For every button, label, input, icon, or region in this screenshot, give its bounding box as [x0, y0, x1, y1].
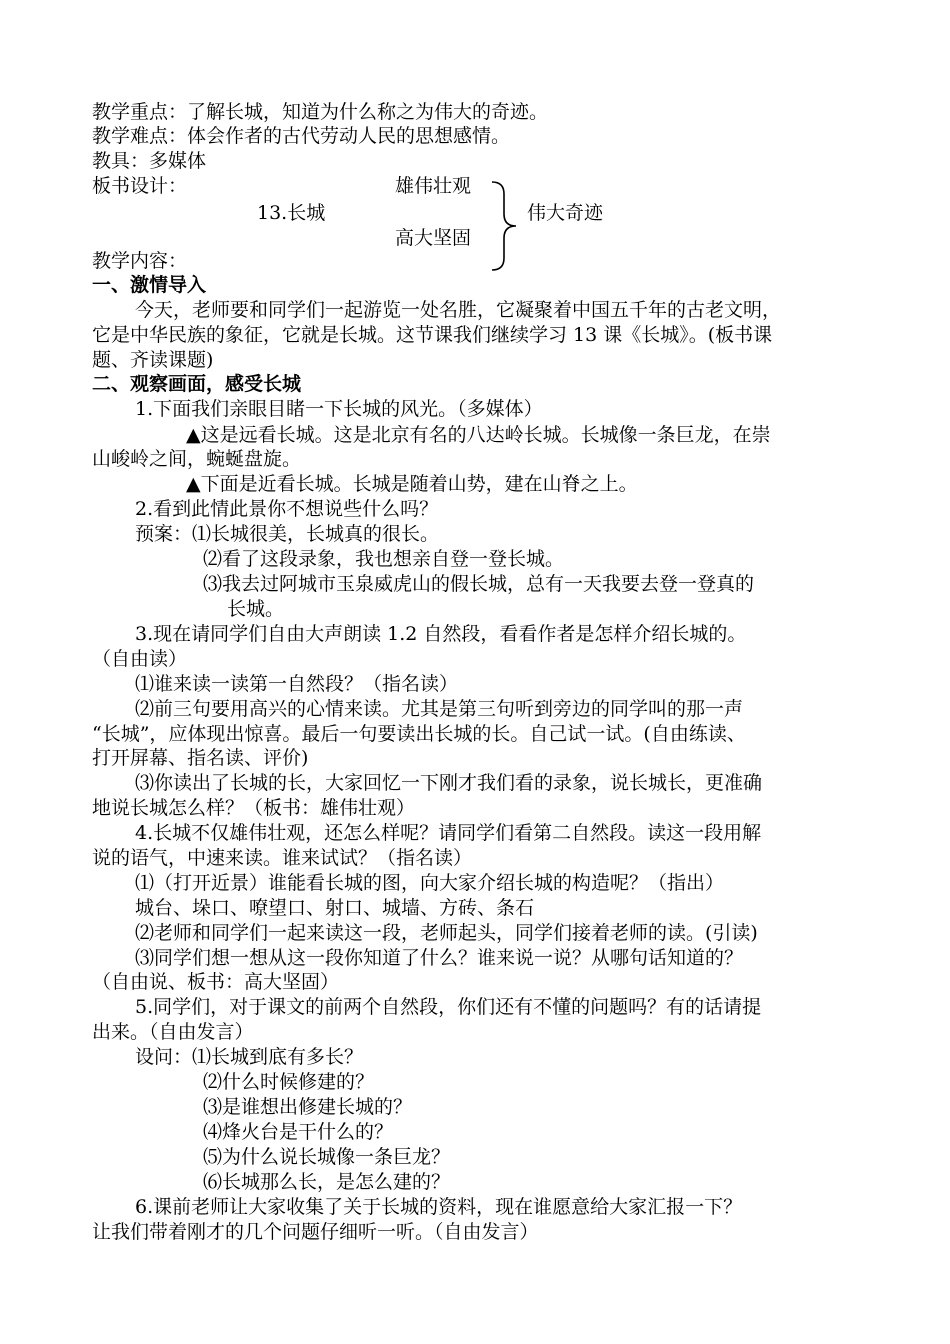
- board-result: 伟大奇迹: [527, 202, 604, 224]
- key-points-line: 教学重点：了解长城，知道为什么称之为伟大的奇迹。: [92, 101, 549, 123]
- paragraph-line: ⑶我去过阿城市玉泉威虎山的假长城，总有一天我要去登一登真的: [203, 573, 755, 595]
- paragraph-line: 让我们带着刚才的几个问题仔细听一听。（自由发言）: [92, 1221, 539, 1243]
- content-label: 教学内容：: [92, 250, 188, 272]
- board-item-2: 高大坚固: [395, 227, 472, 249]
- paragraph-line: ⑵前三句要用高兴的心情来读。尤其是第三句听到旁边的同学叫的那一声: [135, 698, 744, 720]
- paragraph-line: 预案：⑴长城很美，长城真的很长。: [135, 523, 440, 545]
- paragraph-line: 1.下面我们亲眼目睹一下长城的风光。（多媒体）: [135, 398, 543, 420]
- paragraph-line: 3.现在请同学们自由大声朗读 1.2 自然段，看看作者是怎样介绍长城的。: [135, 623, 747, 645]
- paragraph-line: 设问：⑴长城到底有多长？: [135, 1046, 364, 1068]
- paragraph-line: 说的语气，中速来读。谁来试试？（指名读）: [92, 847, 473, 869]
- board-design-label: 板书设计：: [92, 175, 188, 197]
- paragraph-line: ⑵看了这段录象，我也想亲自登一登长城。: [203, 548, 565, 570]
- board-item-1: 雄伟壮观: [395, 175, 472, 197]
- paragraph-line: （自由说、板书：高大坚固）: [92, 971, 340, 993]
- paragraph-line: 6.课前老师让大家收集了关于长城的资料，现在谁愿意给大家汇报一下？: [135, 1196, 743, 1218]
- paragraph-line: ⑵老师和同学们一起来读这一段，老师起头，同学们接着老师的读。(引读): [135, 922, 758, 944]
- section-2-title: 二、观察画面，感受长城: [92, 373, 302, 395]
- paragraph-line: 2.看到此情此景你不想说些什么吗？: [135, 498, 439, 520]
- paragraph-line: ⑸为什么说长城像一条巨龙？: [203, 1146, 451, 1168]
- paragraph-line: 它是中华民族的象征，它就是长城。这节课我们继续学习 13 课《长城》。(板书课: [92, 324, 773, 346]
- difficulties-line: 教学难点：体会作者的古代劳动人民的思想感情。: [92, 125, 511, 147]
- section-1-title: 一、激情导入: [92, 274, 207, 296]
- paragraph-line: 4.长城不仅雄伟壮观，还怎么样呢？请同学们看第二自然段。读这一段用解: [135, 822, 762, 844]
- paragraph-line: ⑵什么时候修建的？: [203, 1071, 375, 1093]
- paragraph-line: （自由读）: [92, 648, 188, 670]
- paragraph-line: 长城。: [227, 598, 285, 620]
- paragraph-line: 5.同学们，对于课文的前两个自然段，你们还有不懂的问题吗？有的话请提: [135, 996, 762, 1018]
- paragraph-line: ▲这是远看长城。这是北京有名的八达岭长城。长城像一条巨龙，在崇: [186, 424, 771, 446]
- paragraph-line: ▲下面是近看长城。长城是随着山势，建在山脊之上。: [186, 473, 638, 495]
- paragraph-line: 今天，老师要和同学们一起游览一处名胜，它凝聚着中国五千年的古老文明，: [135, 299, 782, 321]
- paragraph-line: ⑶你读出了长城的长，大家回忆一下刚才我们看的录象，说长城长，更准确: [135, 772, 763, 794]
- tools-line: 教具：多媒体: [92, 150, 207, 172]
- paragraph-line: 打开屏幕、指名读、评价): [92, 747, 309, 769]
- paragraph-line: 题、齐读课题): [92, 349, 214, 371]
- paragraph-line: ⑷烽火台是干什么的？: [203, 1121, 394, 1143]
- paragraph-line: ⑶是谁想出修建长城的？: [203, 1096, 413, 1118]
- paragraph-line: ⑴（打开近景）谁能看长城的图，向大家介绍长城的构造呢？（指出）: [135, 872, 725, 894]
- paragraph-line: ⑴谁来读一读第一自然段？（指名读）: [135, 673, 459, 695]
- paragraph-line: 山峻岭之间，蜿蜒盘旋。: [92, 448, 302, 470]
- paragraph-line: 地说长城怎么样？（板书：雄伟壮观）: [92, 797, 416, 819]
- board-lesson-title: 13.长城: [257, 202, 326, 224]
- paragraph-line: “长城”，应体现出惊喜。最后一句要读出长城的长。自己试一试。(自由练读、: [92, 723, 746, 745]
- paragraph-line: 出来。（自由发言）: [92, 1021, 254, 1043]
- paragraph-line: ⑹长城那么长，是怎么建的？: [203, 1171, 451, 1193]
- paragraph-line: 城台、垛口、嘹望口、射口、城墙、方砖、条石: [135, 897, 535, 919]
- paragraph-line: ⑶同学们想一想从这一段你知道了什么？谁来说一说？从哪句话知道的？: [135, 947, 744, 969]
